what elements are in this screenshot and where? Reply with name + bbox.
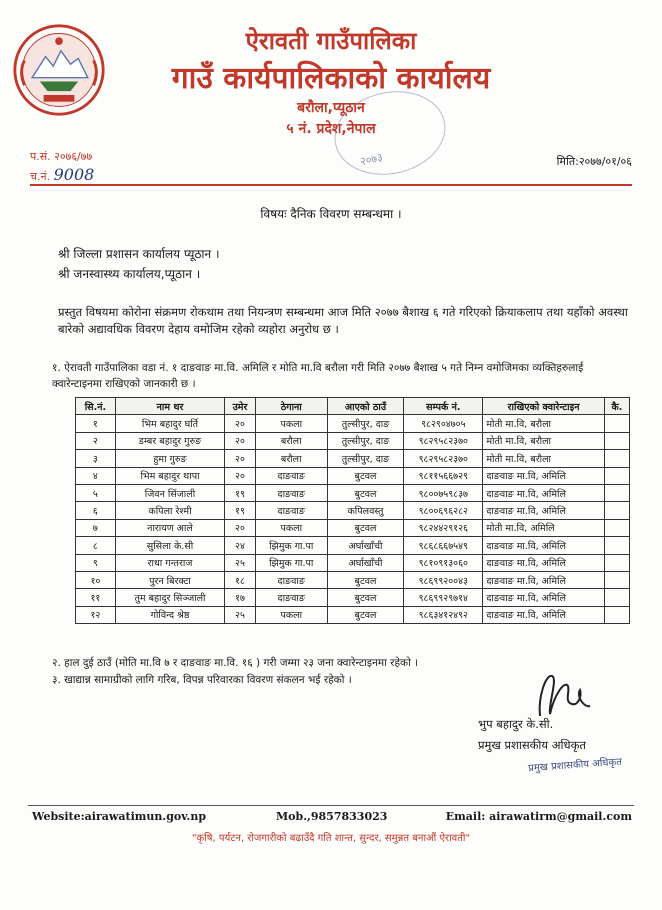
table-cell: १९	[225, 484, 256, 501]
table-cell: ९८६३४१२४९२	[404, 606, 483, 623]
table-cell: बरौला	[255, 450, 327, 467]
table-cell: पुरन बिरक्टा	[115, 571, 224, 588]
table-cell: ९	[76, 554, 116, 571]
col-header: आएको ठाउँ	[327, 398, 404, 415]
table-row	[76, 502, 630, 519]
item-2: २. हाल दुई ठाउँ (मोति मा.वि ७ र दाङवाङ मा.वि. १६ ) गरी जम्मा २३ जना क्वारेन्टाइनमा रहेको ।	[52, 657, 419, 669]
table-cell: तुम बहादुर सिञ्जाली	[115, 589, 224, 606]
office-title: ऐरावती गाउँपालिका	[245, 27, 417, 55]
table-cell: बुटवल	[327, 589, 404, 606]
signatory-stamp: प्रमुख प्रशासकीय अधिकृत	[527, 756, 623, 775]
table-cell: कपिला रेश्मी	[115, 502, 224, 519]
table-cell	[604, 467, 629, 484]
table-cell: सुसिला के.सी	[115, 537, 224, 554]
signature-icon	[520, 666, 600, 722]
recipients	[58, 244, 220, 284]
col-header: सम्पर्क नं.	[404, 398, 483, 415]
table-cell	[604, 589, 629, 606]
body-paragraph: प्रस्तुत विषयमा कोरोना संक्रमण रोकथाम तथा नियन्त्रण सम्बन्धमा आज मिति २०७७ बैशाख ६ गते गरिएको क्रियाकलाप तथा यहाँको अवस्था बारेको अद्यावधिक विवरण देहाय वमोजिम रहेको व्यहोरा अनुरोध छ ।	[58, 305, 628, 336]
table-cell	[604, 554, 629, 571]
table-cell: डम्बर बहादुर गुरुङ	[115, 432, 224, 449]
table-cell: ९८००७५९८३७	[404, 484, 483, 501]
table-cell: बुटवल	[327, 467, 404, 484]
table-cell: २४	[225, 537, 256, 554]
table-cell: ९८१०९१३०६०	[404, 554, 483, 571]
table-cell: १८	[225, 571, 256, 588]
table-row	[76, 484, 630, 501]
footer-divider	[28, 805, 634, 806]
table-cell: झिमुक गा.पा	[255, 537, 327, 554]
table-cell: ९८२४४२९१२६	[404, 519, 483, 536]
table-cell: ५	[76, 484, 116, 501]
table-cell: मोती मा.वि, अमिलि	[483, 519, 604, 536]
table-cell: २०	[225, 467, 256, 484]
table-cell: बुटवल	[327, 484, 404, 501]
table-cell	[604, 415, 629, 432]
table-cell: ९८६९९२००४३	[404, 571, 483, 588]
table-cell: ९८००६९६२८२	[404, 502, 483, 519]
table-cell: १	[76, 415, 116, 432]
table-cell: ३	[76, 450, 116, 467]
table-cell: ९८२९५८२३७०	[404, 432, 483, 449]
signatory-name: भुप बहादुर के.सी.	[478, 717, 554, 731]
table-row	[76, 554, 630, 571]
table-cell	[604, 606, 629, 623]
table-cell: १७	[225, 589, 256, 606]
footer-email[interactable]: Email: airawatirm@gmail.com	[445, 810, 632, 823]
cn-label: च.नं.	[30, 170, 51, 183]
table-cell: दाङवाङ	[255, 502, 327, 519]
table-cell: दाङवाङ	[255, 484, 327, 501]
table-row	[76, 450, 630, 467]
table-cell: बरौला	[255, 432, 327, 449]
table-cell: १०	[76, 571, 116, 588]
reference-block	[30, 148, 94, 186]
table-header-row	[76, 398, 630, 415]
signatory-post: प्रमुख प्रशासकीय अधिकृत	[478, 738, 586, 752]
table-cell: ९८६८६६७५४९	[404, 537, 483, 554]
table-cell: ९८२९५८२३७०	[404, 450, 483, 467]
table-cell: बुटवल	[327, 571, 404, 588]
table-cell: झिमुक गा.पा	[255, 554, 327, 571]
table-cell: अर्घाखाँची	[327, 537, 404, 554]
table-cell: ९८२९०४७०५	[404, 415, 483, 432]
letter-subject: विषयः दैनिक विवरण सम्बन्धमा ।	[260, 207, 402, 221]
table-cell: दाङवाङ	[255, 571, 327, 588]
table-cell: बुटवल	[327, 606, 404, 623]
table-cell: तुल्सीपुर, दाङ	[327, 450, 404, 467]
table-row	[76, 571, 630, 588]
table-cell: जिवन सिंजाली	[115, 484, 224, 501]
office-stamp-text: २०७३	[358, 150, 384, 169]
table-cell: मोती मा.वि, बरौला	[483, 415, 604, 432]
table-cell: १२	[76, 606, 116, 623]
table-cell: हुमा गुरुङ	[115, 450, 224, 467]
table-cell: ११	[76, 589, 116, 606]
table-cell: दाङवाङ मा.वि, अमिलि	[483, 484, 604, 501]
table-cell: ९८६९९२९७१४	[404, 589, 483, 606]
table-cell	[604, 450, 629, 467]
table-cell: बुटवल	[327, 519, 404, 536]
table-cell: २५	[225, 554, 256, 571]
footer-website[interactable]: Website:airawatimun.gov.np	[32, 810, 207, 823]
table-cell	[604, 484, 629, 501]
table-row	[76, 432, 630, 449]
table-cell: २	[76, 432, 116, 449]
letter-date: मिति:२०७७/०१/०६	[556, 155, 632, 168]
table-cell: २०	[225, 519, 256, 536]
table-cell	[604, 537, 629, 554]
table-cell: २०	[225, 415, 256, 432]
table-cell: राधा गन्तराज	[115, 554, 224, 571]
footer-slogan: "कृषि, पर्यटन, रोजगारीको बढाउँदै गति शान्त, सुन्दर, समुन्नत बनाऔं ऐरावती"	[191, 833, 471, 844]
table-cell: तुल्सीपुर, दाङ	[327, 415, 404, 432]
table-cell: तुल्सीपुर, दाङ	[327, 432, 404, 449]
table-cell: मोती मा.वि, बरौला	[483, 450, 604, 467]
cn-number	[30, 166, 94, 186]
table-row	[76, 415, 630, 432]
recipient-1: श्री जिल्ला प्रशासन कार्यालय प्यूठान ।	[58, 247, 220, 261]
table-cell: १९	[225, 502, 256, 519]
table-cell: ८	[76, 537, 116, 554]
col-header: ठेगाना	[255, 398, 327, 415]
table-cell: पकला	[255, 519, 327, 536]
table-cell: २५	[225, 606, 256, 623]
table-cell: दाङवाङ मा.वि, अमिलि	[483, 589, 604, 606]
table-cell: भिम बहादुर घर्ति	[115, 415, 224, 432]
table-cell: ७	[76, 519, 116, 536]
table-cell: दाङवाङ मा.वि, अमिलि	[483, 502, 604, 519]
quarantine-table	[75, 397, 630, 624]
table-cell: ६	[76, 502, 116, 519]
item-3: ३. खाद्यान्न सामाग्रीको लागि गरिब, विपन्न परिवारका विवरण संकलन भई रहेको ।	[52, 674, 352, 686]
col-header: कै.	[604, 398, 629, 415]
table-cell	[604, 519, 629, 536]
table-cell: ९८११५६६७२९	[404, 467, 483, 484]
col-header: नाम थर	[115, 398, 224, 415]
table-cell: कपिलवस्तु	[327, 502, 404, 519]
table-cell: गोविन्द श्रेष्ठ	[115, 606, 224, 623]
table-cell	[604, 571, 629, 588]
table-cell: मोती मा.वि, बरौला	[483, 432, 604, 449]
table-cell	[604, 432, 629, 449]
table-cell: २०	[225, 450, 256, 467]
col-header: सि.नं.	[76, 398, 116, 415]
table-cell: दाङवाङ मा.वि, अमिलि	[483, 554, 604, 571]
table-cell: २०	[225, 432, 256, 449]
cn-handwritten-value: 9008	[53, 165, 95, 184]
table-cell: पकला	[255, 606, 327, 623]
ps-number: प.सं. २०७६/७७	[30, 150, 93, 163]
table-cell: अर्घाखाँची	[327, 554, 404, 571]
office-subtitle: गाउँ कार्यपालिकाको कार्यालय	[171, 61, 491, 96]
table-cell: दाङवाङ	[255, 467, 327, 484]
col-header: उमेर	[225, 398, 256, 415]
table-cell: दाङवाङ मा.वि, अमिलि	[483, 467, 604, 484]
table-row	[76, 606, 630, 623]
table-cell	[604, 502, 629, 519]
address-line-1: बरौला,प्यूठान	[297, 100, 365, 116]
table-row	[76, 537, 630, 554]
table-row	[76, 467, 630, 484]
header-divider	[30, 184, 632, 186]
address-line-2: ५ नं. प्रदेश,नेपाल	[286, 121, 376, 137]
table-cell: ४	[76, 467, 116, 484]
table-cell: पकला	[255, 415, 327, 432]
recipient-2: श्री जनस्वास्थ्य कार्यालय,प्यूठान ।	[58, 267, 201, 281]
table-row	[76, 519, 630, 536]
table-cell: दाङवाङ	[255, 589, 327, 606]
col-header: राखिएको क्वारेन्टाइन	[483, 398, 604, 415]
item-1: १. ऐरावती गाउँपालिका वडा नं. १ दाङवाङ मा.वि. अमिलि र मोति मा.वि बरौला गरी मिति २०७७ बैशाख ५ गते निम्न वमोजिमका व्यक्तिहरुलाई क्वारेन्टाइनमा राखिएको जानकारी छ ।	[52, 362, 584, 390]
table-row	[76, 589, 630, 606]
table-cell: दाङवाङ मा.वि, अमिलि	[483, 571, 604, 588]
table-cell: दाङवाङ मा.वि, अमिलि	[483, 537, 604, 554]
footer-mobile: Mob.,9857833023	[276, 810, 388, 823]
table-cell: भिम बहादुर थापा	[115, 467, 224, 484]
table-cell: नारायण आले	[115, 519, 224, 536]
table-cell: दाङवाङ मा.वि, अमिलि	[483, 606, 604, 623]
